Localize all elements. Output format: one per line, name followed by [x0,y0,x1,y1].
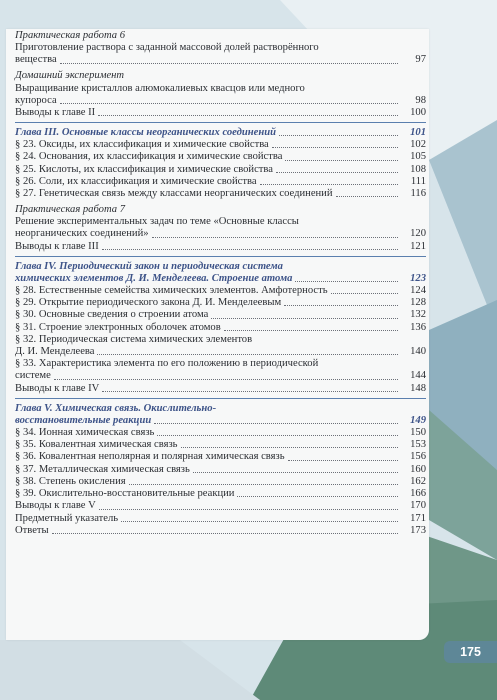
toc-chapter-entry[interactable] [15,127,426,139]
toc-chapter-entry[interactable] [15,403,426,427]
entry-page-number: 120 [410,228,426,240]
entry-title-line: § 39. Окислительно-восстановительные реакции [15,488,235,500]
entry-title [15,127,426,139]
entry-page-number: 144 [410,370,426,382]
chapter-divider [15,122,426,123]
entry-title [15,204,426,216]
entry-title [15,241,426,253]
entry-title-line: § 37. Металлическая химическая связь [15,463,190,475]
entry-page-number: 153 [410,439,426,451]
entry-page-number: 105 [410,151,426,163]
toc-subheading [15,30,426,42]
dot-leader [279,135,398,136]
toc-entry[interactable] [15,488,426,500]
entry-title [15,285,426,297]
toc-entry[interactable] [15,164,426,176]
entry-title-line: § 29. Открытие периодического закона Д. И. Менделеевым [15,297,282,309]
dot-leader [129,484,398,485]
entry-page-number: 108 [410,163,426,175]
toc-entry[interactable] [15,451,426,463]
entry-title [15,309,426,321]
dot-leader [331,293,398,294]
entry-title-line: § 32. Периодическая система химических элементов [15,333,253,345]
entry-page-number: 149 [410,414,426,426]
entry-page-number: 136 [410,321,426,333]
entry-title [15,139,426,151]
entry-title-line: § 30. Основные сведения о строении атома [15,309,209,321]
entry-title-line: Выводы к главе III [15,240,99,252]
entry-page-number: 124 [410,285,426,297]
entry-page-number: 156 [410,451,426,463]
entry-page-number: 97 [415,54,426,66]
toc-entry[interactable] [15,464,426,476]
entry-title-line: Практическая работа 6 [15,30,125,41]
entry-page-number: 98 [415,94,426,106]
toc-entry[interactable] [15,83,426,107]
entry-title-line: Решение экспериментальных задач по теме «Основные классы [15,216,299,228]
dot-leader [237,496,398,497]
toc-entry[interactable] [15,322,426,334]
entry-title [15,383,426,395]
toc-entry[interactable] [15,358,426,382]
entry-title [15,451,426,463]
entry-page-number: 101 [410,127,426,139]
entry-page-number: 123 [410,272,426,284]
entry-title-line: Глава IV. Периодический закон и периодическая система [15,260,283,272]
toc-entry[interactable] [15,525,426,537]
dot-leader [60,63,398,64]
entry-page-number: 100 [410,107,426,119]
dot-leader [152,237,398,238]
dot-leader [288,460,398,461]
entry-page-number: 132 [410,309,426,321]
entry-title-line: Предметный указатель [15,512,119,524]
dot-leader [276,172,398,173]
entry-title-line: Выводы к главе II [15,107,96,119]
entry-page-number: 128 [410,297,426,309]
entry-title [15,176,426,188]
entry-page-number: 170 [410,500,426,512]
entry-page-number: 162 [410,475,426,487]
dot-leader [157,435,398,436]
entry-title [15,439,426,451]
toc-entry[interactable] [15,241,426,253]
dot-leader [211,318,398,319]
dot-leader [181,447,398,448]
entry-title-line: Глава V. Химическая связь. Окислительно- [15,402,217,414]
entry-title [15,188,426,200]
entry-title-line: химических элементов Д. И. Менделеева. Строение атома [15,272,293,284]
chapter-divider [15,398,426,399]
entry-page-number: 150 [410,427,426,439]
toc-entry[interactable] [15,107,426,119]
dot-leader [121,521,398,522]
dot-leader [99,509,398,510]
entry-title [15,322,426,334]
entry-title-line: купороса [15,94,57,106]
toc-entry[interactable] [15,216,426,240]
toc-entry[interactable] [15,309,426,321]
entry-title-line: неорганических соединений» [15,228,149,240]
toc-entry[interactable] [15,42,426,66]
entry-page-number: 148 [410,382,426,394]
entry-title [15,30,426,42]
dot-leader [97,354,398,355]
entry-title [15,297,426,309]
entry-title-line: системе [15,370,51,382]
table-of-contents [15,30,426,537]
entry-title-line: § 25. Кислоты, их классификация и химические свойства [15,163,273,175]
entry-title-line: Практическая работа 7 [15,204,125,216]
toc-entry[interactable] [15,383,426,395]
entry-title [15,500,426,512]
dot-leader [60,103,398,104]
entry-page-number: 111 [410,175,426,187]
toc-entry[interactable] [15,439,426,451]
entry-title [15,70,426,82]
entry-title [15,164,426,176]
entry-title [15,427,426,439]
toc-entry[interactable] [15,151,426,163]
entry-title-line: § 28. Естественные семейства химических элементов. Амфотерность [15,285,328,297]
dot-leader [102,391,398,392]
toc-entry[interactable] [15,334,426,358]
dot-leader [224,330,398,331]
toc-subheading [15,70,426,82]
entry-title-line: § 34. Ионная химическая связь [15,427,155,439]
entry-page-number: 102 [410,139,426,151]
toc-entry[interactable] [15,297,426,309]
dot-leader [285,160,398,161]
dot-leader [284,305,398,306]
entry-title-line: § 35. Ковалентная химическая связь [15,439,178,451]
toc-entry[interactable] [15,476,426,488]
dot-leader [272,147,398,148]
entry-title-line: § 31. Строение электронных оболочек атомов [15,321,221,333]
dot-leader [260,184,398,185]
entry-title-line: § 33. Характеристика элемента по его положению в периодической [15,358,319,370]
entry-page-number: 116 [410,188,426,200]
dot-leader [98,115,398,116]
toc-chapter-entry[interactable] [15,261,426,285]
entry-title-line: Ответы [15,524,49,536]
entry-page-number: 140 [410,346,426,358]
dot-leader [193,472,398,473]
entry-page-number: 171 [410,512,426,524]
entry-title-line: § 23. Оксиды, их классификация и химические свойства [15,139,269,151]
entry-title-line: Выводы к главе V [15,500,96,512]
toc-subheading [15,204,426,216]
entry-title-line: § 24. Основания, их классификация и химические свойства [15,151,283,163]
entry-title-line: § 27. Генетическая связь между классами неорганических соединений [15,188,333,200]
dot-leader [52,533,398,534]
entry-title [15,525,426,537]
toc-entry[interactable] [15,176,426,188]
entry-title [15,488,426,500]
dot-leader [336,196,398,197]
entry-title-line: Приготовление раствора с заданной массовой долей растворённого [15,42,319,54]
entry-page-number: 166 [410,488,426,500]
page-number: 175 [444,641,497,663]
toc-entry[interactable] [15,427,426,439]
entry-title [15,151,426,163]
toc-entry[interactable] [15,188,426,200]
chapter-divider [15,256,426,257]
entry-title [15,513,426,525]
entry-title [15,464,426,476]
toc-entry[interactable] [15,285,426,297]
entry-title-line: Выращивание кристаллов алюмокалиевых квасцов или медного [15,82,305,94]
entry-title-line: § 38. Степень окисления [15,475,126,487]
dot-leader [54,379,398,380]
toc-entry[interactable] [15,500,426,512]
entry-title-line: Домашний эксперимент [15,70,125,82]
dot-leader [102,249,398,250]
entry-title [15,476,426,488]
entry-title-line: восстановительные реакции [15,414,152,426]
entry-title-line: § 36. Ковалентная неполярная и полярная химическая связь [15,451,285,463]
entry-page-number: 173 [410,524,426,536]
toc-entry[interactable] [15,139,426,151]
entry-title-line: § 26. Соли, их классификация и химические свойства [15,175,257,187]
entry-page-number: 121 [410,240,426,252]
entry-page-number: 160 [410,463,426,475]
entry-title-line: Выводы к главе IV [15,382,100,394]
dot-leader [295,281,398,282]
entry-title-line: вещества [15,54,57,66]
entry-title-line: Д. И. Менделеева [15,346,95,358]
dot-leader [154,423,398,424]
entry-title [15,107,426,119]
toc-entry[interactable] [15,513,426,525]
entry-title-line: Глава III. Основные классы неорганических соединений [15,127,277,139]
